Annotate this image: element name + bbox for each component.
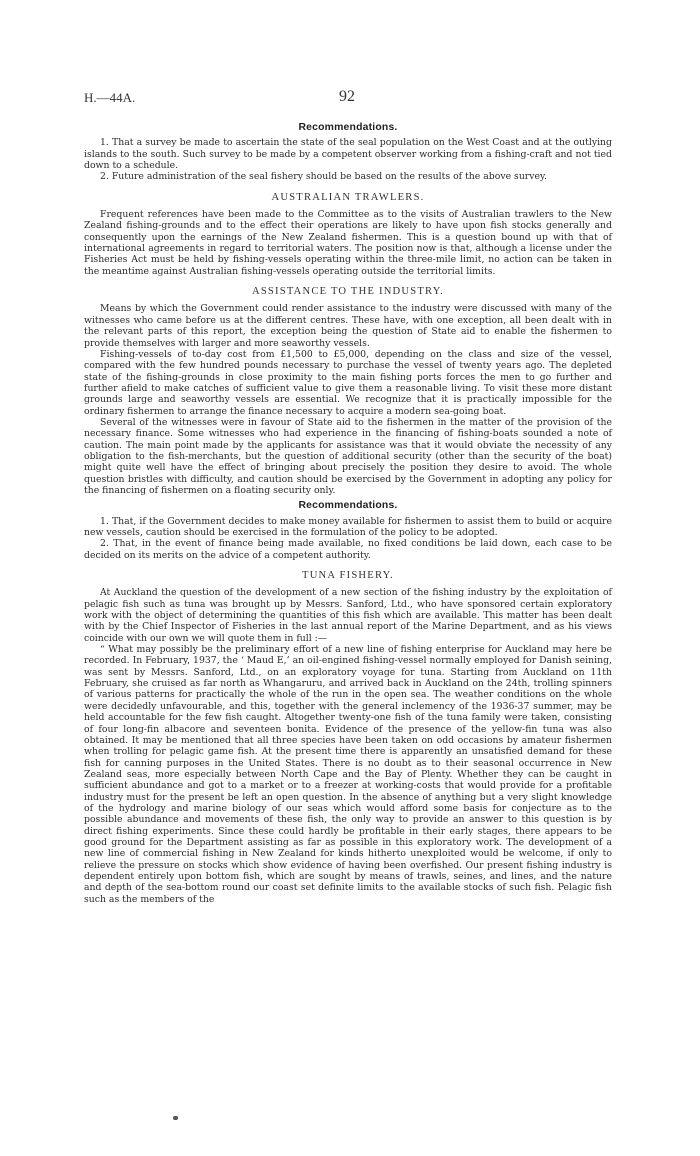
recommendation-2: 2. Future administration of the seal fishery should be based on the results of the above survey. [100, 171, 547, 183]
document-reference: H.—44A. [84, 90, 136, 105]
section-assistance-to-industry [84, 286, 612, 496]
section-heading: AUSTRALIAN TRAWLERS. [271, 191, 425, 203]
quoted-paragraph: “ What may possibly be the preliminary effort of a new line of fishing enterprise for Auckland may here be recorded. In February, 1937, the ‘ Maud E,’ an oil-engined fishing-vessel normally employed for Danish seining, was sent by Messrs. Sanford, Ltd., on an exploratory voyage for tuna. Starting from Auckland on 11th February, she cruised as far north as Whangaruru, and arrived back in Auckland on the 24th, trolling spinners of various patterns for practically the whole of the run in the open sea. The weather conditions on the whole were decidedly unfavourable, and this, together with the general inclemency of the 1936-37 summer, may be held accountable for the few fish caught. Altogether twenty-one fish of the tuna family were taken, consisting of four long-fin albacore and seventeen bonita. Evidence of the presence of the yellow-fin tuna was also obtained. It may be mentioned that all three species have been taken on odd occasions by amateur fishermen when trolling for pelagic game fish. At the present time there is apparently an unsatisfied demand for these fish for canning purposes in the United States. There is no doubt as to their seasonal occurrence in New Zealand seas, more especially between North Cape and the Bay of Plenty. Whether they can be caught in sufficient abundance and got to a market or to a freezer at working-costs that would provide for a profitable industry must for the present be left an open question. In the absence of anything but a very slight knowledge of the hydrology and marine biology of our seas which would afford some basis for conjecture as to the possible abundance and movements of these fish, the only way to provide an answer to this question is by direct fishing experiments. Since these could hardly be profitable in their early stages, there appears to be good ground for the Department assisting as far as possible in this exploratory work. The development of a new line of commercial fishing in New Zealand for kinds hitherto unexploited would be welcome, if only to relieve the pressure on stocks which show evidence of having been overfished. Our present fishing industry is dependent entirely upon bottom fish, which are sought by means of trawls, seines, and lines, and the nature and depth of the sea-bottom round our coast set definite limits to the available stocks of such fish. Pelagic fish such as the members of the [84, 644, 612, 905]
section-seal-recommendations [84, 122, 612, 183]
body-text [84, 118, 612, 905]
recommendation-2: 2. That, in the event of finance being made available, no fixed conditions be laid down, each case to be decided on its merits on the advice of a competent authority. [84, 538, 612, 561]
paragraph: At Auckland the question of the development of a new section of the fishing industry by the exploitation of pelagic fish such as tuna was brought up by Messrs. Sanford, Ltd., who have sponsored certain exploratory work with the object of determining the quantities of this fish which are available. This matter has been dealt with by the Chief Inspector of Fisheries in the last annual report of the Marine Department, and as his views coincide with our own we will quote them in full :— [84, 587, 612, 644]
section-heading: Recommendations. [298, 122, 398, 133]
paragraph: Means by which the Government could render assistance to the industry were discussed with many of the witnesses who came before us at the different centres. These have, with one exception, all been dealt with in the relevant parts of this report, the exception being the question of State aid to enable the fishermen to provide themselves with larger and more seaworthy vessels. [84, 303, 612, 349]
recommendation-1: 1. That, if the Government decides to make money available for fishermen to assist them to build or acquire new vessels, caution should be exercised in the formulation of the policy to be adopted. [84, 515, 612, 538]
paragraph: Fishing-vessels of to-day cost from £1,500 to £5,000, depending on the class and size of the vessel, compared with the few hundred pounds necessary to purchase the vessel of twenty years ago. The depleted state of the fishing-grounds in close proximity to the main fishing ports forces the men to go further and further afield to make catches of sufficient value to give them a reasonable living. To visit these more distant grounds large and seaworthy vessels are essential. We recognize that it is practically impossible for the ordinary fishermen to arrange the finance necessary to acquire a modern sea-going boat. [84, 348, 612, 417]
section-heading: Recommendations. [298, 500, 398, 512]
section-heading: ASSISTANCE TO THE INDUSTRY. [251, 286, 445, 298]
ink-speck [173, 1116, 178, 1120]
section-australian-trawlers [84, 192, 612, 277]
recommendation-1: 1. That a survey be made to ascertain the state of the seal population on the West Coast and at the outlying islands to the south. Such survey to be made by a competent observer working from a fishing-craft and not tied down to a schedule. [84, 137, 612, 172]
section-assistance-recommendations [84, 500, 612, 561]
paragraph: Frequent references have been made to the Committee as to the visits of Australian trawlers to the New Zealand fishing-grounds and to the effect their operations are likely to have upon fish stocks generally and consequently upon the earnings of the New Zealand fishermen. This is a question bound up with that of international agreements in regard to territorial waters. The position now is that, although a license under the Fisheries Act must be held by fishing-vessels operating within the three-mile limit, no action can be taken in the meantime against Australian fishing-vessels operating outside the territorial limits. [84, 209, 612, 277]
paragraph: Several of the witnesses were in favour of State aid to the fishermen in the matter of the provision of the necessary finance. Some witnesses who had experience in the financing of fishing-boats sounded a note of caution. The main point made by the applicants for assistance was that it would obviate the necessity of any obligation to the fish-merchants, but the question of additional security (other than the security of the boat) might quite well have the effect of bringing about precisely the position they desire to avoid. The whole question bristles with difficulty, and caution should be exercised by the Government in adopting any policy for the financing of fishermen on a floating security only. [84, 416, 612, 496]
section-tuna-fishery [84, 570, 612, 905]
section-heading: TUNA FISHERY. [302, 570, 394, 582]
running-head [84, 90, 612, 108]
page-number: 92 [339, 88, 355, 105]
